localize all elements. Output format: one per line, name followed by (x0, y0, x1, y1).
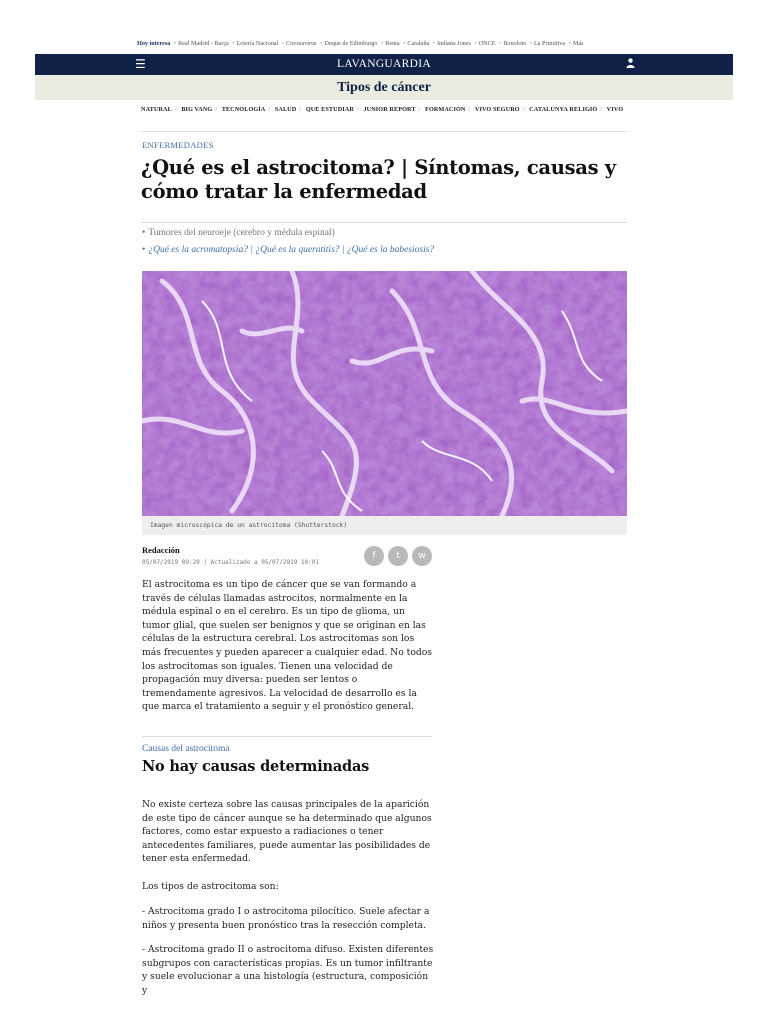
related-text: Tumores del neuroeje (cerebro y médula espinal) (148, 228, 335, 238)
trending-link[interactable]: Renta (385, 40, 400, 47)
paragraph: - Astrocitoma grado II o astrocitoma difuso. Existen diferentes subgrupos con características propias. Es un tumor infiltrante y suele evolucionar a una histología (estructura, composición y (142, 944, 434, 996)
related-link[interactable]: ¿Qué es la acromatopsia? | ¿Qué es la queratitis? | ¿Qué es la babesiosis? (148, 245, 435, 255)
related-links (142, 225, 628, 259)
trending-link[interactable]: Real Madrid - Barça (178, 40, 229, 47)
section-kicker: Causas del astrocitoma (142, 744, 230, 754)
article-kicker[interactable]: ENFERMEDADES (142, 140, 214, 150)
subnav-item[interactable]: NATURAL (141, 106, 172, 113)
section-heading: No hay causas determinadas (142, 758, 370, 775)
trending-link[interactable]: Cataluña (407, 40, 430, 47)
micrograph-image (142, 271, 627, 516)
trending-link[interactable]: ONCE (478, 40, 496, 47)
divider (141, 131, 627, 132)
whatsapp-icon: w (418, 551, 426, 561)
whatsapp-share-button[interactable] (412, 546, 432, 566)
subnav-item[interactable]: VIVO (606, 106, 624, 113)
paragraph: - Astrocitoma grado I o astrocitoma pilocítico. Suele afectar a niños y presenta buen pronóstico tras la resección completa. (142, 906, 430, 931)
subnav-item[interactable]: SALUD (274, 106, 297, 113)
subnav-item[interactable]: FORMACIÓN (425, 106, 466, 113)
subnav-item[interactable]: QUÉ ESTUDIAR (305, 106, 354, 113)
facebook-share-button[interactable] (364, 546, 384, 566)
article-intro: El astrocitoma es un tipo de cáncer que se van formando a través de células llamadas astrocitos, normalmente en la médula espinal o en el cerebro. Es un tipo de glioma, un tumor glial, que suelen ser benignos y que se originan en las células de la estructura cerebral. Los astrocitomas son los más frecuentes y pueden aparecer a cualquier edad. No todos los astrocitomas son iguales. Tienen una velocidad de propagación muy diversa: pueden ser lentos o tremendamente agresivos. La velocidad de desarrollo es la que marca el tratamiento a seguir y el pronóstico general. (142, 579, 433, 713)
facebook-icon: f (372, 551, 376, 561)
site-logo[interactable]: LAVANGUARDIA (337, 58, 431, 70)
paragraph: No existe certeza sobre las causas principales de la aparición de este tipo de cáncer aunque se ha determinado que algunos factores, como estar expuesto a radiaciones o tener antecedentes familiares, puede aumentar las posibilidades de tener esta enfermedad. (142, 799, 432, 865)
site-header (35, 54, 733, 75)
subnav-item[interactable]: VIVO SEGURO (474, 106, 520, 113)
article-headline: ¿Qué es el astrocitoma? | Síntomas, causas y cómo tratar la enfermedad (141, 156, 616, 203)
image-caption: Imagen microscópica de un astrocitoma (Shutterstock) (142, 516, 627, 535)
twitter-share-button[interactable] (388, 546, 408, 566)
section-title[interactable]: Tipos de cáncer (337, 80, 431, 95)
trending-link[interactable]: La Primitiva (533, 40, 566, 47)
related-item: • ¿Qué es la acromatopsia? | ¿Qué es la queratitis? | ¿Qué es la babesiosis? (142, 245, 435, 255)
divider (142, 736, 432, 737)
publish-dates: 05/07/2019 09:29 | Actualizado a 05/07/2019 10:01 (142, 559, 320, 566)
subnav-item[interactable]: BIG VANG (181, 106, 213, 113)
trending-link[interactable]: Bonoloto (503, 40, 527, 47)
menu-icon[interactable]: ☰ (135, 57, 146, 71)
user-icon[interactable] (623, 58, 637, 72)
article-image (142, 271, 627, 516)
trending-more-link[interactable]: Más (572, 40, 584, 47)
subnav-item[interactable]: JUNIOR REPORT (363, 106, 416, 113)
trending-link[interactable]: Duque de Edimburgo (324, 40, 378, 47)
sub-navigation: NATURAL / BIG VANG / TECNOLOGÍA / SALUD / QUÉ ESTUDIAR / JUNIOR REPORT / FORMACIÓN / VIVO SEGURO / CATALUNYA RELIGIÓ / VIVO (141, 106, 624, 113)
divider (141, 222, 627, 223)
trending-lead: Hoy interesa (137, 40, 171, 47)
author-name[interactable]: Redacción (142, 545, 180, 555)
trending-link[interactable]: Coronavirus (286, 40, 317, 47)
section-band (35, 75, 733, 100)
twitter-icon: t (396, 551, 400, 561)
subnav-item[interactable]: TECNOLOGÍA (221, 106, 266, 113)
related-item: • Tumores del neuroeje (cerebro y médula espinal) (142, 228, 335, 238)
trending-bar: Hoy interesa • Real Madrid - Barça • Lotería Nacional • Coronavirus • Duque de Edimburgo • Renta • Cataluña • Indiana Jones • ONCE • Bonoloto • La Primitiva • Más (137, 40, 584, 47)
trending-link[interactable]: Indiana Jones (437, 40, 471, 47)
trending-link[interactable]: Lotería Nacional (236, 40, 279, 47)
paragraph: Los tipos de astrocitoma son: (142, 881, 279, 892)
subnav-item[interactable]: CATALUNYA RELIGIÓ (529, 106, 598, 113)
